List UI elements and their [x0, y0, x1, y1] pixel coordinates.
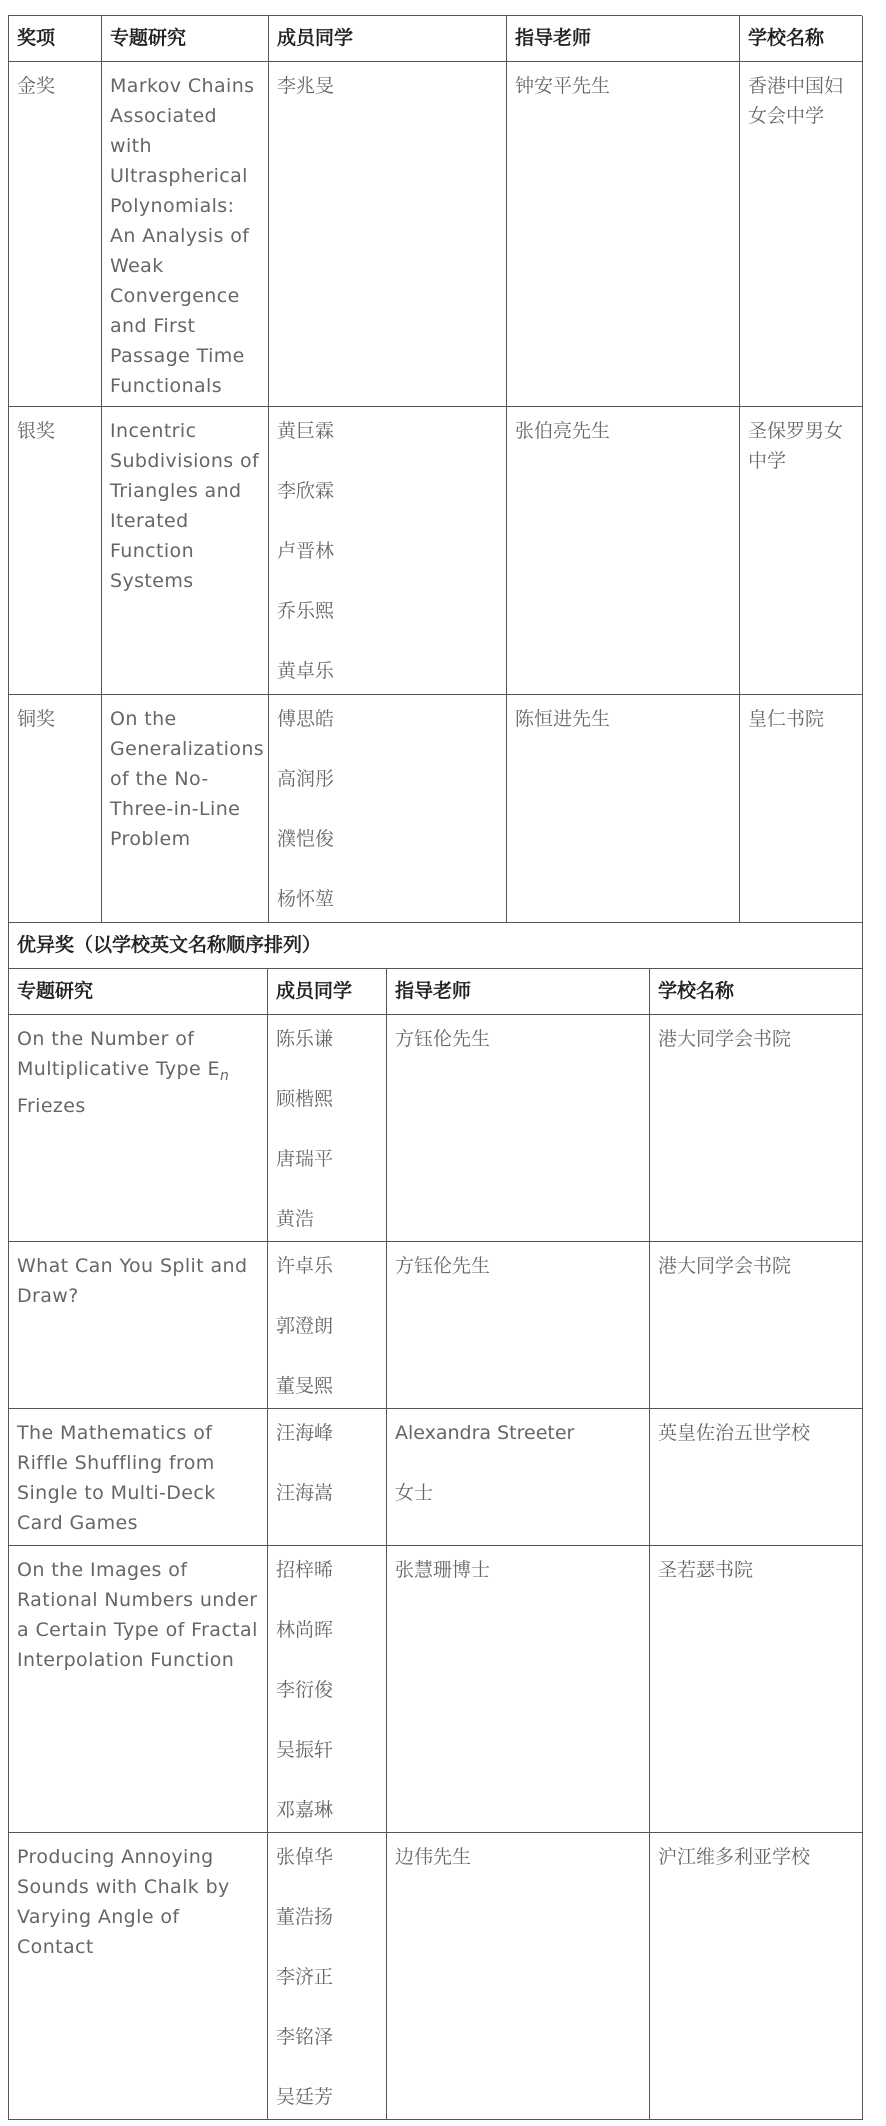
member-name: 招梓晞 — [276, 1559, 334, 1581]
member-name: 黄巨霖 — [277, 420, 335, 442]
project-title: Producing Annoying Sounds with Chalk by Varying Angle of Contact — [9, 1833, 268, 2120]
member-list — [269, 62, 507, 407]
member-name: 李欣霖 — [277, 480, 335, 502]
title-text-end: Friezes — [17, 1094, 86, 1117]
member-name: 吴廷芳 — [276, 2086, 334, 2108]
member-name: 黄浩 — [276, 1208, 315, 1230]
merit-awards-table — [8, 923, 862, 2120]
project-title: On the Images of Rational Numbers under a Certain Type of Fractal Interpolation Function — [9, 1546, 268, 1833]
header-members: 成员同学 — [268, 969, 387, 1015]
teacher-name — [387, 1833, 650, 2120]
header-teacher: 指导老师 — [507, 16, 740, 62]
member-name: 许卓乐 — [276, 1255, 334, 1277]
school-name: 皇仁书院 — [740, 695, 863, 923]
school-name: 香港中国妇女会中学 — [740, 62, 863, 407]
title-subscript: n — [219, 1067, 230, 1084]
project-title: On the Generalizations of the No-Three-in-Line Problem — [102, 695, 269, 923]
member-list — [268, 1409, 387, 1546]
teacher-line: 边伟先生 — [395, 1846, 472, 1868]
member-list — [269, 695, 507, 923]
project-title — [9, 1015, 268, 1242]
member-name: 郭澄朗 — [276, 1315, 334, 1337]
header-teacher: 指导老师 — [387, 969, 650, 1015]
teacher-line: 女士 — [395, 1482, 434, 1504]
school-name: 英皇佐治五世学校 — [650, 1409, 863, 1546]
member-name: 唐瑞平 — [276, 1148, 334, 1170]
teacher-line: 方钰伦先生 — [395, 1255, 491, 1277]
merit-section-title: 优异奖（以学校英文名称顺序排列） — [9, 923, 863, 969]
member-name: 董浩扬 — [276, 1906, 334, 1928]
project-title: Incentric Subdivisions of Triangles and Iterated Function Systems — [102, 407, 269, 695]
school-name: 港大同学会书院 — [650, 1242, 863, 1409]
project-title: Markov Chains Associated with Ultraspherical Polynomials: An Analysis of Weak Convergence and First Passage Time Functionals — [102, 62, 269, 407]
member-name: 吴振轩 — [276, 1739, 334, 1761]
project-title: The Mathematics of Riffle Shuffling from Single to Multi-Deck Card Games — [9, 1409, 268, 1546]
member-list — [268, 1015, 387, 1242]
member-name: 傅思皓 — [277, 708, 335, 730]
teacher-name: 张伯亮先生 — [507, 407, 740, 695]
project-title: What Can You Split and Draw? — [9, 1242, 268, 1409]
member-name: 邓嘉琳 — [276, 1799, 334, 1821]
main-awards-table — [8, 15, 862, 923]
school-name: 沪江维多利亚学校 — [650, 1833, 863, 2120]
awards-document — [8, 15, 862, 2120]
member-name: 董旻熙 — [276, 1375, 334, 1397]
header-project: 专题研究 — [9, 969, 268, 1015]
school-name: 圣保罗男女中学 — [740, 407, 863, 695]
member-name: 杨怀堃 — [277, 888, 335, 910]
award-gold: 金奖 — [9, 62, 102, 407]
header-members: 成员同学 — [269, 16, 507, 62]
member-name: 林尚晖 — [276, 1619, 334, 1641]
member-name: 李衍俊 — [276, 1679, 334, 1701]
header-project: 专题研究 — [102, 16, 269, 62]
member-list — [268, 1242, 387, 1409]
member-name: 汪海峰 — [276, 1422, 334, 1444]
member-name: 顾楷熙 — [276, 1088, 334, 1110]
teacher-name — [387, 1242, 650, 1409]
member-name: 李铭泽 — [276, 2026, 334, 2048]
header-award: 奖项 — [9, 16, 102, 62]
teacher-name — [387, 1546, 650, 1833]
teacher-name: 陈恒进先生 — [507, 695, 740, 923]
teacher-line: Alexandra Streeter — [395, 1422, 575, 1444]
member-name: 濮恺俊 — [277, 828, 335, 850]
member-name: 汪海嵩 — [276, 1482, 334, 1504]
member-name: 卢晋林 — [277, 540, 335, 562]
teacher-name: 钟安平先生 — [507, 62, 740, 407]
member-name: 李济正 — [276, 1966, 334, 1988]
member-name: 高润彤 — [277, 768, 335, 790]
member-name: 乔乐熙 — [277, 600, 335, 622]
award-bronze: 铜奖 — [9, 695, 102, 923]
member-name: 李兆旻 — [277, 75, 335, 97]
teacher-line: 方钰伦先生 — [395, 1028, 491, 1050]
member-list — [269, 407, 507, 695]
member-name: 黄卓乐 — [277, 660, 335, 682]
school-name: 港大同学会书院 — [650, 1015, 863, 1242]
member-name: 张倬华 — [276, 1846, 334, 1868]
member-list — [268, 1546, 387, 1833]
member-list — [268, 1833, 387, 2120]
teacher-line: 张慧珊博士 — [395, 1559, 491, 1581]
teacher-name — [387, 1015, 650, 1242]
header-school: 学校名称 — [740, 16, 863, 62]
teacher-name — [387, 1409, 650, 1546]
award-silver: 银奖 — [9, 407, 102, 695]
header-school: 学校名称 — [650, 969, 863, 1015]
title-text: On the Number of Multiplicative Type E — [17, 1028, 220, 1080]
member-name: 陈乐谦 — [276, 1028, 334, 1050]
school-name: 圣若瑟书院 — [650, 1546, 863, 1833]
